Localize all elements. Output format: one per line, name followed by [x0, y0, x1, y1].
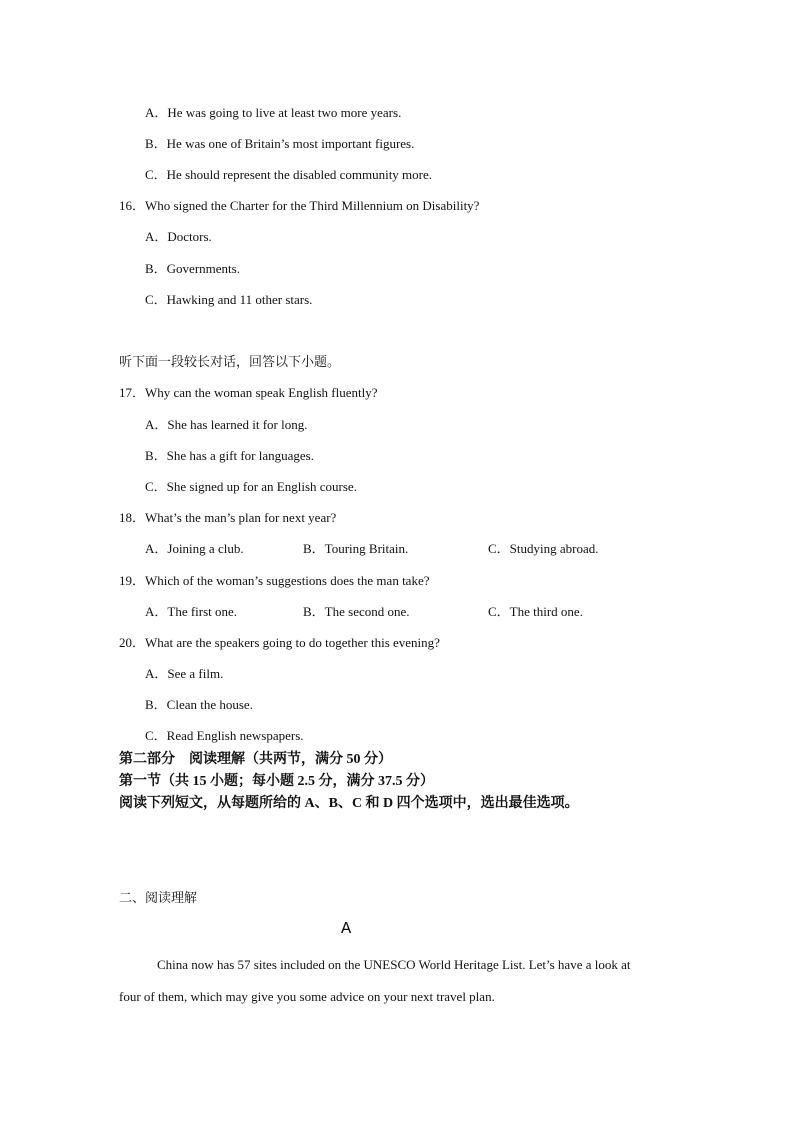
reading-section-title: 二、阅读理解	[119, 890, 198, 905]
option-17c: C．She signed up for an English course.	[145, 479, 357, 494]
option-20c: C．Read English newspapers.	[145, 728, 304, 743]
question-17: 17．Why can the woman speak English fluently?	[119, 385, 378, 400]
option-18a: A．Joining a club.	[145, 541, 244, 556]
option-15c: C．He should represent the disabled community more.	[145, 167, 433, 182]
section-one-heading: 第一节（共 15 小题；每小题 2.5 分，满分 37.5 分）	[119, 774, 434, 789]
option-19c: C．The third one.	[488, 604, 583, 619]
option-15a: A．He was going to live at least two more years.	[145, 105, 402, 120]
option-17a: A．She has learned it for long.	[145, 417, 308, 432]
option-19b: B．The second one.	[303, 604, 410, 619]
question-16: 16．Who signed the Charter for the Third Millennium on Disability?	[119, 198, 480, 213]
option-19a: A．The first one.	[145, 604, 238, 619]
option-20a: A．See a film.	[145, 666, 224, 681]
question-19: 19．Which of the woman’s suggestions does the man take?	[119, 573, 430, 588]
passage-letter: A	[341, 920, 352, 939]
passage-line-2: four of them, which may give you some advice on your next travel plan.	[119, 989, 495, 1004]
option-15b: B．He was one of Britain’s most important figures.	[145, 136, 415, 151]
option-16a: A．Doctors.	[145, 229, 212, 244]
reading-directions: 阅读下列短文，从每题所给的 A、B、C 和 D 四个选项中，选出最佳选项。	[119, 796, 579, 811]
option-18b: B．Touring Britain.	[303, 541, 409, 556]
option-18c: C．Studying abroad.	[488, 541, 599, 556]
passage-line-1: China now has 57 sites included on the UNESCO World Heritage List. Let’s have a look at	[157, 957, 631, 972]
question-20: 20．What are the speakers going to do together this evening?	[119, 635, 440, 650]
option-16b: B．Governments.	[145, 261, 240, 276]
question-18: 18．What’s the man’s plan for next year?	[119, 510, 337, 525]
option-17b: B．She has a gift for languages.	[145, 448, 314, 463]
option-16c: C．Hawking and 11 other stars.	[145, 292, 313, 307]
listening-instruction: 听下面一段较长对话，回答以下小题。	[119, 354, 341, 369]
part-two-heading: 第二部分 阅读理解（共两节，满分 50 分）	[119, 752, 392, 767]
option-20b: B．Clean the house.	[145, 697, 253, 712]
